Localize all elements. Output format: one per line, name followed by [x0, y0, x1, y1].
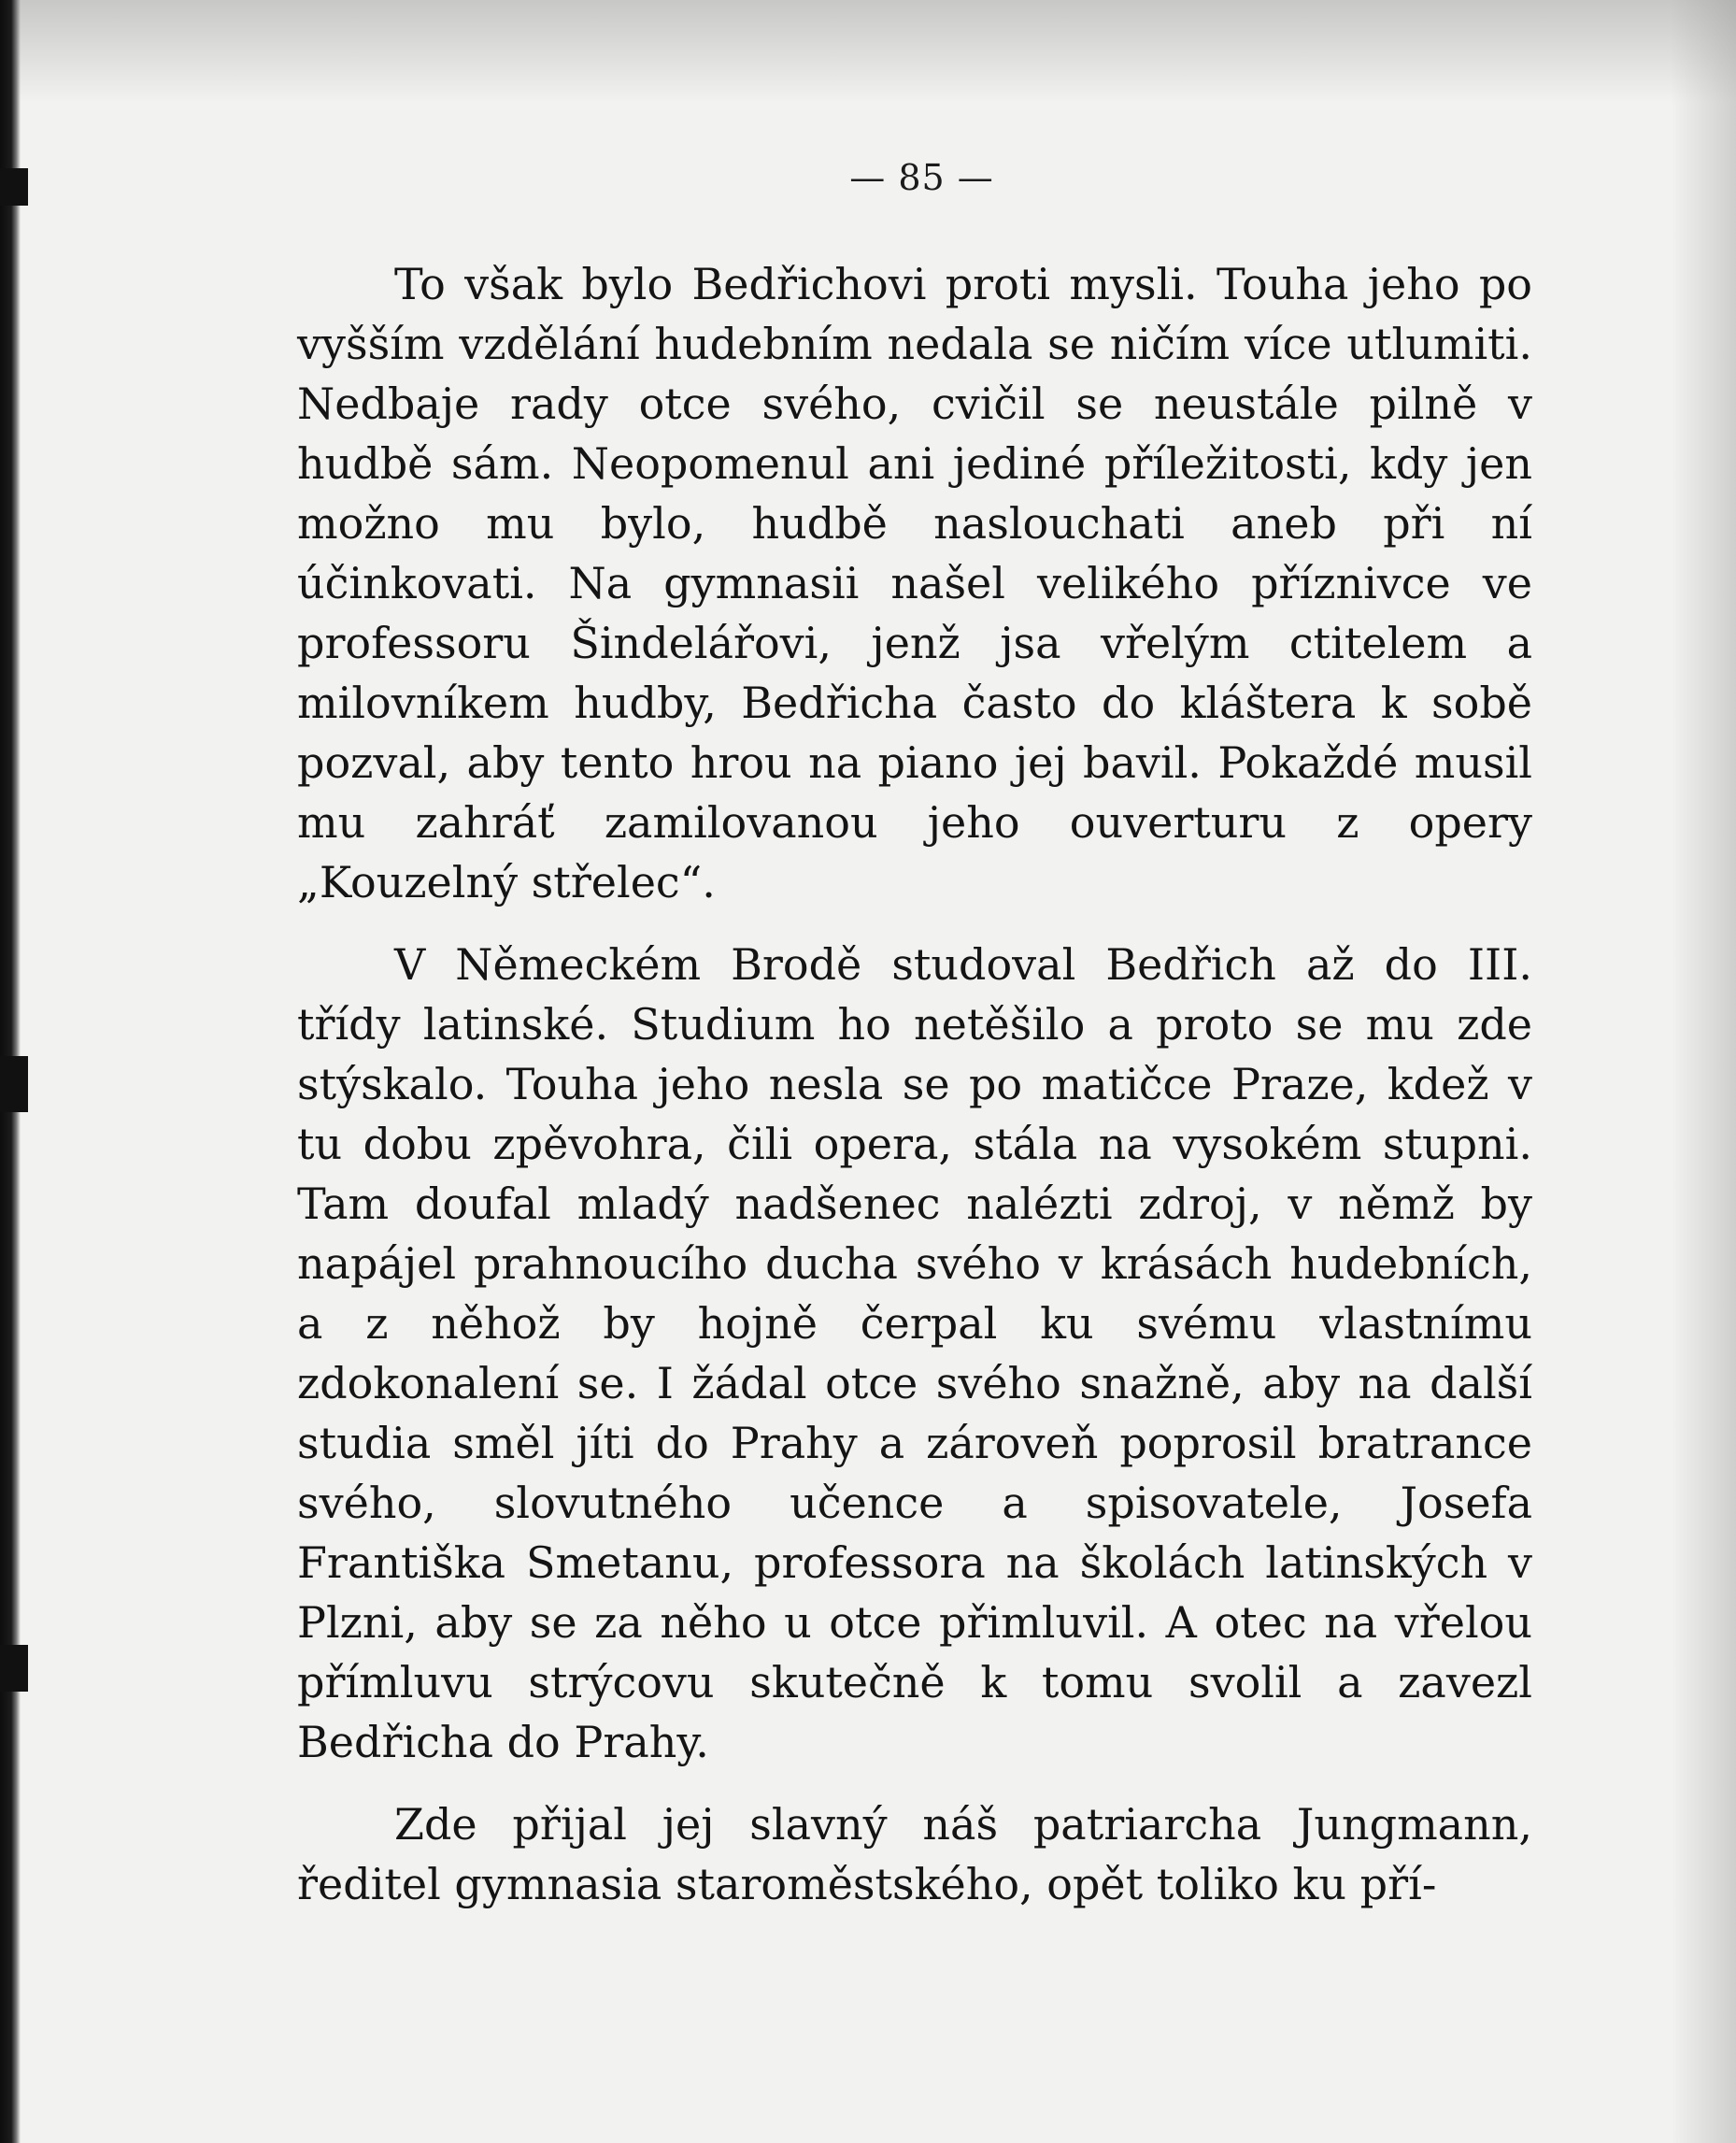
page-number: — 85 —: [849, 157, 994, 198]
binding-mark: [0, 1056, 28, 1112]
top-edge-shading: [0, 0, 1736, 103]
body-text: [297, 254, 1532, 1936]
right-edge-shading: [1671, 0, 1736, 2143]
paragraph: To však bylo Bedřichovi proti mysli. Touha jeho po vyšším vzdělání hudebním nedala se ničím více utlumiti. Nedbaje rady otce svého, cvičil se neustále pilně v hudbě sám. Neopomenul ani jediné příležitosti, kdy jen možno mu bylo, hudbě naslouchati aneb při ní účinkovati. Na gymnasii našel velikého příznivce ve professoru Šindelářovi, jenž jsa vřelým ctitelem a milovníkem hudby, Bedřicha často do kláštera k sobě pozval, aby tento hrou na piano jej bavil. Pokaždé musil mu zahráť zamilovanou jeho ouverturu z opery „Kouzelný střelec“.: [297, 259, 1532, 907]
binding-mark: [0, 1645, 28, 1692]
paragraph: V Německém Brodě studoval Bedřich až do III. třídy latinské. Studium ho netěšilo a proto se mu zde stýskalo. Touha jeho nesla se po matičce Praze, kdež v tu dobu zpěvohra, čili opera, stála na vysokém stupni. Tam doufal mladý nadšenec nalézti zdroj, v němž by napájel prahnoucího ducha svého v krásách hudebních, a z něhož by hojně čerpal ku svému vlastnímu zdokonalení se. I žádal otce svého snažně, aby na další studia směl jíti do Prahy a zároveň poprosil bratrance svého, slovutného učence a spisovatele, Josefa Františka Smetanu, professora na školách latinských v Plzni, aby se za něho u otce přimluvil. A otec na vřelou přímluvu strýcovu skutečně k tomu svolil a zavezl Bedřicha do Prahy.: [297, 939, 1532, 1767]
paragraph: Zde přijal jej slavný náš patriarcha Jungmann, ředitel gymnasia staroměstského, opět toliko ku pří-: [297, 1799, 1532, 1909]
